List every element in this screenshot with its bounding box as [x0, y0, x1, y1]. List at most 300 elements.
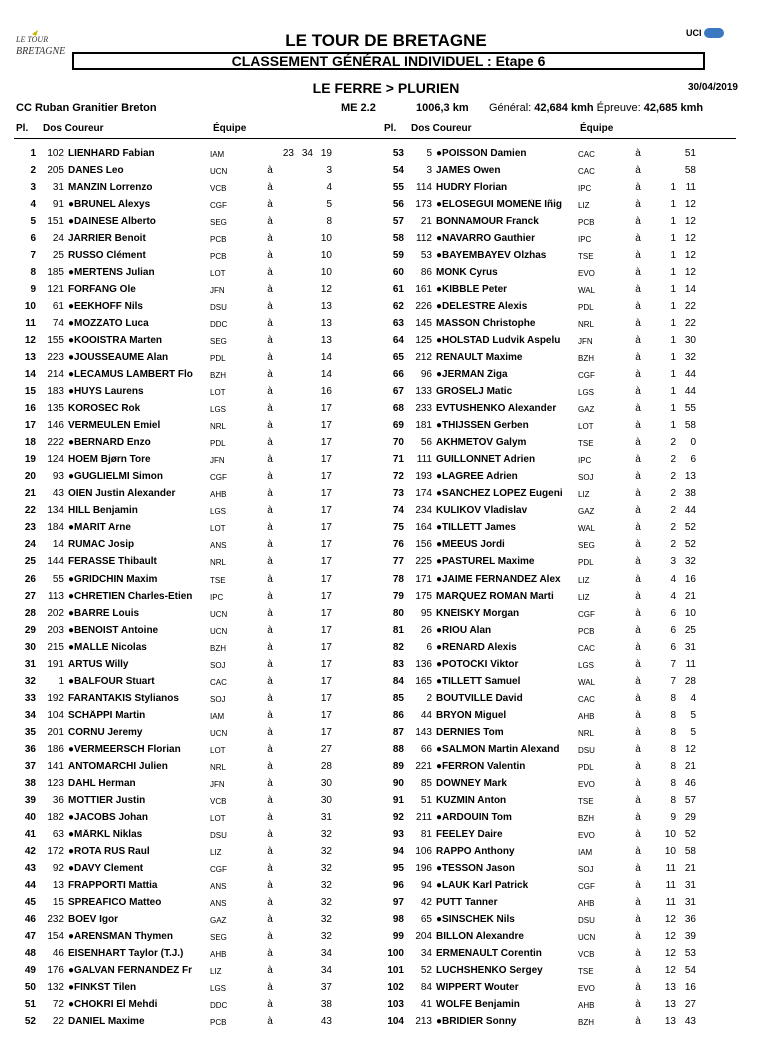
time-gap-marker: à — [267, 437, 273, 449]
rider-name: ●ROTA RUS Raul — [68, 845, 150, 857]
table-row — [382, 894, 742, 911]
team-code: GAZ — [578, 405, 595, 415]
bib-number: 151 — [47, 216, 64, 228]
bib-number: 133 — [415, 386, 432, 398]
table-row — [382, 928, 742, 945]
table-row — [382, 758, 742, 775]
rank: 104 — [387, 1016, 404, 1028]
team-code: SEG — [210, 218, 227, 228]
time-gap-marker: à — [635, 216, 641, 228]
table-row — [14, 417, 374, 434]
team-code: GAZ — [578, 507, 595, 517]
table-row — [382, 366, 742, 383]
rank: 61 — [392, 284, 404, 296]
time-seconds: 44 — [684, 369, 696, 381]
time-minutes: 1 — [670, 267, 676, 279]
svg-text:BRETAGNE: BRETAGNE — [16, 46, 66, 57]
time-gap-marker: à — [635, 590, 641, 602]
rider-name: DAHL Herman — [68, 777, 136, 789]
rank: 23 — [24, 522, 36, 534]
team-code: PCB — [210, 235, 227, 245]
time-gap-marker: à — [267, 522, 273, 534]
table-row — [14, 179, 374, 196]
team-code: AHB — [210, 490, 227, 500]
team-code: LGS — [210, 405, 227, 415]
rider-name: ●PASTUREL Maxime — [436, 556, 535, 568]
time-gap-marker: à — [635, 182, 641, 194]
bib-number: 65 — [420, 913, 432, 925]
time-gap-marker: à — [267, 675, 273, 687]
team-code: GAZ — [210, 915, 227, 925]
time-minutes: 12 — [664, 930, 676, 942]
team-code: LOT — [210, 524, 226, 534]
bib-number: 203 — [47, 624, 64, 636]
time-gap-marker: à — [635, 607, 641, 619]
time-gap-marker: à — [267, 709, 273, 721]
time-gap-marker: à — [267, 913, 273, 925]
time-seconds: 17 — [320, 454, 332, 466]
time-seconds: 34 — [320, 947, 332, 959]
bib-number: 61 — [52, 301, 64, 313]
team-code: SEG — [210, 932, 227, 942]
rider-name: WOLFE Benjamin — [436, 999, 520, 1010]
team-code: CGF — [210, 473, 227, 483]
rank: 12 — [24, 335, 36, 347]
rider-name: ●TESSON Jason — [436, 862, 515, 874]
rank: 97 — [392, 896, 404, 908]
time-minutes: 10 — [664, 828, 676, 840]
bib-number: 181 — [415, 420, 432, 432]
rank: 28 — [24, 607, 36, 619]
table-row — [382, 298, 742, 315]
rank: 48 — [24, 947, 36, 959]
table-row — [14, 775, 374, 792]
rank: 7 — [30, 250, 36, 262]
time-gap-marker: à — [635, 709, 641, 721]
team-code: LIZ — [578, 490, 590, 500]
time-seconds: 17 — [320, 590, 332, 602]
rider-name: ●JERMAN Žiga — [436, 369, 508, 381]
rider-name: ●MALLE Nicolas — [68, 641, 147, 653]
time-minutes: 8 — [670, 777, 676, 789]
bib-number: 211 — [416, 811, 432, 823]
time-seconds: 28 — [684, 675, 696, 687]
bib-number: 93 — [52, 471, 64, 483]
bib-number: 15 — [52, 896, 64, 908]
time-seconds: 32 — [320, 828, 332, 840]
team-code: NRL — [210, 762, 227, 772]
bib-number: 193 — [415, 471, 432, 483]
team-code: NRL — [210, 422, 227, 432]
time-gap-marker: à — [635, 505, 641, 517]
time-gap-marker: à — [635, 828, 641, 840]
rank: 77 — [392, 556, 404, 568]
bib-number: 92 — [52, 862, 64, 874]
rider-name: DOWNEY Mark — [436, 777, 507, 789]
rank: 88 — [392, 743, 404, 755]
rider-name: ●MOZZATO Luca — [68, 318, 149, 330]
rank: 11 — [25, 318, 36, 330]
team-code: EVO — [578, 269, 595, 279]
time-seconds: 11 — [685, 182, 696, 194]
time-minutes: 1 — [670, 301, 676, 313]
bib-number: 183 — [47, 386, 64, 398]
column-header-pl: Pl. — [16, 123, 29, 134]
bib-number: 226 — [415, 301, 432, 313]
time-gap-marker: à — [267, 964, 273, 976]
time-gap-marker: à — [267, 760, 273, 772]
time-seconds: 17 — [320, 607, 332, 619]
time-minutes: 9 — [670, 811, 676, 823]
team-code: TSE — [578, 439, 594, 449]
rider-name: ●KOOISTRA Marten — [68, 335, 163, 347]
table-row — [14, 400, 374, 417]
rank: 93 — [392, 828, 404, 840]
rider-name: ●POISSON Damien — [436, 148, 527, 159]
time-gap-marker: à — [635, 267, 641, 279]
time-gap-marker: à — [267, 743, 273, 755]
rider-name: CORNU Jeremy — [68, 726, 143, 738]
column-header-equipe: Équipe — [213, 123, 247, 134]
bib-number: 112 — [416, 233, 432, 245]
table-row — [382, 860, 742, 877]
team-code: UCN — [578, 932, 596, 942]
time-seconds: 38 — [684, 488, 696, 500]
time-seconds: 5 — [690, 726, 696, 738]
time-seconds: 57 — [684, 794, 696, 806]
time-seconds: 32 — [320, 879, 332, 891]
time-seconds: 31 — [320, 811, 332, 823]
team-code: NRL — [578, 320, 595, 330]
table-row — [14, 383, 374, 400]
table-row — [382, 434, 742, 451]
bib-number: 223 — [47, 352, 64, 364]
table-row — [14, 536, 374, 553]
time-seconds: 32 — [684, 556, 696, 568]
table-row — [14, 707, 374, 724]
rank: 39 — [24, 794, 36, 806]
rider-name: ●VERMEERSCH Florian — [68, 743, 181, 755]
rank: 90 — [392, 777, 404, 789]
time-gap-marker: à — [267, 981, 273, 993]
time-minutes: 10 — [664, 845, 676, 857]
bib-number: 175 — [415, 590, 432, 602]
bib-number: 5 — [426, 148, 432, 159]
table-row — [382, 809, 742, 826]
bib-number: 41 — [420, 999, 432, 1010]
rank: 4 — [30, 199, 36, 211]
team-code: EVO — [578, 830, 595, 840]
rank: 32 — [24, 675, 36, 687]
time-gap-marker: à — [635, 165, 641, 177]
bib-number: 125 — [415, 335, 432, 347]
table-row — [14, 196, 374, 213]
table-row — [14, 332, 374, 349]
team-code: VCB — [210, 796, 227, 806]
time-minutes: 8 — [670, 692, 676, 704]
time-gap-marker: à — [635, 250, 641, 262]
rank: 85 — [392, 692, 404, 704]
team-code: CGF — [210, 864, 227, 874]
time-gap-marker: à — [267, 1016, 273, 1028]
time-gap-marker: à — [267, 471, 273, 483]
time-seconds: 17 — [320, 573, 332, 585]
team-code: LGS — [578, 660, 595, 670]
bib-number: 22 — [52, 1016, 64, 1028]
bib-number: 182 — [47, 811, 64, 823]
time-minutes: 6 — [670, 641, 676, 653]
bib-number: 173 — [415, 199, 432, 211]
rank: 31 — [24, 658, 36, 670]
rank: 9 — [30, 284, 36, 296]
table-row — [382, 553, 742, 570]
time-seconds: 10 — [320, 233, 332, 245]
time-seconds: 30 — [320, 777, 332, 789]
bib-number: 171 — [415, 573, 432, 585]
time-seconds: 31 — [684, 879, 696, 891]
rider-name: ●LECAMUS LAMBERT Flo — [68, 369, 193, 381]
time-gap-marker: à — [267, 777, 273, 789]
rider-name: BOEV Igor — [68, 913, 119, 925]
rider-name: KNEISKY Morgan — [436, 607, 520, 619]
team-code: UCN — [210, 609, 228, 619]
time-gap-marker: à — [635, 862, 641, 874]
table-row — [382, 605, 742, 622]
table-row — [382, 707, 742, 724]
team-code: LIZ — [578, 201, 590, 211]
time-seconds: 37 — [320, 981, 332, 993]
table-row — [382, 622, 742, 639]
team-code: AHB — [578, 711, 595, 721]
rider-name: OIEN Justin Alexander — [68, 488, 176, 500]
table-row — [382, 213, 742, 230]
rank: 3 — [30, 182, 36, 194]
bib-number: 214 — [47, 369, 64, 381]
time-gap-marker: à — [635, 556, 641, 568]
rank: 63 — [392, 318, 404, 330]
time-gap-marker: à — [635, 879, 641, 891]
table-row — [382, 468, 742, 485]
time-gap-marker: à — [267, 726, 273, 738]
rank: 45 — [24, 896, 36, 908]
rank: 101 — [387, 964, 404, 976]
team-code: LIZ — [210, 847, 222, 857]
rider-name: ●BRIDIER Sonny — [436, 1016, 517, 1028]
team-code: ANS — [210, 541, 227, 551]
team-code: DDC — [210, 1001, 228, 1010]
time-minutes: 11 — [665, 862, 676, 874]
rank: 15 — [24, 386, 36, 398]
bib-number: 25 — [52, 250, 64, 262]
table-row — [14, 247, 374, 264]
table-row — [14, 979, 374, 996]
time-gap-marker: à — [267, 284, 273, 296]
time-minutes: 2 — [670, 471, 676, 483]
bib-number: 146 — [47, 420, 64, 432]
bib-number: 52 — [420, 964, 432, 976]
rider-name: MONK Cyrus — [436, 267, 498, 279]
bib-number: 174 — [415, 488, 432, 500]
time-gap-marker: à — [267, 692, 273, 704]
table-row — [14, 639, 374, 656]
time-seconds: 12 — [320, 284, 332, 296]
rank: 43 — [24, 862, 36, 874]
average-speeds: Général: 42,684 kmh Épreuve: 42,685 kmh — [489, 102, 704, 114]
table-row — [382, 451, 742, 468]
time-gap-marker: à — [635, 471, 641, 483]
team-code: LOT — [210, 388, 226, 398]
table-row — [14, 911, 374, 928]
rider-name: ●CHRETIEN Charles-Etien — [68, 590, 193, 602]
team-code: IPC — [210, 592, 224, 602]
rider-name: ●FINKŠT Tilen — [68, 981, 137, 993]
rank: 33 — [24, 692, 36, 704]
time-seconds: 55 — [684, 403, 696, 415]
time-seconds: 12 — [684, 250, 696, 262]
time-gap-marker: à — [267, 539, 273, 551]
time-seconds: 32 — [320, 930, 332, 942]
table-row — [14, 451, 374, 468]
rank: 49 — [24, 964, 36, 976]
rider-name: ●ARENSMAN Thymen — [68, 930, 173, 942]
rank: 1 — [30, 148, 36, 159]
rank: 41 — [24, 828, 36, 840]
rider-name: ●MEEUS Jordi — [436, 539, 505, 551]
table-row — [14, 741, 374, 758]
time-seconds: 52 — [684, 522, 696, 534]
bib-number: 114 — [416, 182, 432, 194]
rider-name: GROŠELJ Matic — [436, 386, 513, 398]
bib-number: 123 — [47, 777, 64, 789]
time-gap-marker: à — [267, 896, 273, 908]
team-code: UCN — [210, 728, 228, 738]
time-seconds: 17 — [320, 556, 332, 568]
time-minutes: 34 — [301, 148, 313, 159]
time-seconds: 12 — [684, 199, 696, 211]
rider-name: ●THIJSSEN Gerben — [436, 420, 529, 432]
bib-number: 34 — [420, 947, 432, 959]
rider-name: ●GUGLIELMI Simon — [68, 471, 163, 483]
table-row — [382, 962, 742, 979]
team-code: BZH — [210, 371, 226, 381]
table-row — [382, 332, 742, 349]
time-gap-marker: à — [635, 896, 641, 908]
time-minutes: 12 — [664, 947, 676, 959]
rider-name: ●BENOIST Antoine — [68, 624, 159, 636]
time-seconds: 17 — [320, 437, 332, 449]
team-code: SEG — [210, 337, 227, 347]
time-gap-marker: à — [267, 607, 273, 619]
rank: 91 — [392, 794, 404, 806]
table-row — [382, 230, 742, 247]
rider-name: ●NAVARRO Gauthier — [436, 233, 536, 245]
time-seconds: 17 — [320, 675, 332, 687]
bib-number: 106 — [415, 845, 432, 857]
rider-name: ●DAVY Clement — [68, 862, 144, 874]
team-code: IAM — [210, 711, 225, 721]
rider-name: KULIKOV Vladislav — [436, 505, 528, 517]
rider-name: FARANTAKIS Stylianos — [68, 692, 179, 704]
time-seconds: 22 — [684, 318, 696, 330]
table-row — [382, 911, 742, 928]
bib-number: 232 — [47, 913, 64, 925]
bib-number: 144 — [47, 556, 64, 568]
time-seconds: 29 — [684, 811, 696, 823]
time-gap-marker: à — [267, 352, 273, 364]
team-code: IPC — [578, 235, 592, 245]
table-row — [14, 264, 374, 281]
race-category: ME 2.2 — [341, 102, 376, 114]
table-row — [14, 996, 374, 1013]
rank: 65 — [392, 352, 404, 364]
table-row — [14, 843, 374, 860]
rank: 66 — [392, 369, 404, 381]
bib-number: 24 — [52, 233, 64, 245]
table-row — [14, 502, 374, 519]
bib-number: 121 — [47, 284, 64, 296]
time-minutes: 1 — [670, 250, 676, 262]
bib-number: 124 — [47, 454, 64, 466]
rank: 87 — [392, 726, 404, 738]
time-minutes: 6 — [670, 607, 676, 619]
rider-name: SPREAFICO Matteo — [68, 896, 162, 908]
time-gap-marker: à — [635, 454, 641, 466]
time-minutes: 8 — [670, 743, 676, 755]
rank: 50 — [24, 981, 36, 993]
time-gap-marker: à — [267, 658, 273, 670]
rider-name: KUZMIN Anton — [436, 794, 507, 806]
time-minutes: 1 — [670, 403, 676, 415]
team-code: BZH — [210, 643, 226, 653]
table-row — [382, 690, 742, 707]
rider-name: HOEM Bjørn Tore — [68, 454, 151, 466]
bib-number: 43 — [52, 488, 64, 500]
rider-name: EVTUSHENKO Alexander — [436, 403, 557, 415]
time-gap-marker: à — [635, 913, 641, 925]
team-code: PCB — [210, 1018, 227, 1028]
time-seconds: 43 — [684, 1016, 696, 1028]
bib-number: 154 — [47, 930, 64, 942]
time-minutes: 11 — [665, 879, 676, 891]
table-row — [382, 588, 742, 605]
bib-number: 6 — [426, 641, 432, 653]
bib-number: 42 — [420, 896, 432, 908]
rider-name: MASSON Christophe — [436, 318, 536, 330]
rider-name: ●MARIT Arne — [68, 522, 131, 534]
bib-number: 215 — [47, 641, 64, 653]
rider-name: ●CHOKRI El Mehdi — [68, 999, 158, 1010]
rank: 56 — [392, 199, 404, 211]
table-row — [382, 996, 742, 1013]
time-seconds: 5 — [326, 199, 332, 211]
table-row — [382, 656, 742, 673]
time-seconds: 17 — [320, 709, 332, 721]
rank: 92 — [392, 811, 404, 823]
time-minutes: 8 — [670, 709, 676, 721]
rank: 67 — [392, 386, 404, 398]
bib-number: 91 — [52, 199, 64, 211]
team-code: LGS — [210, 507, 227, 517]
time-gap-marker: à — [635, 964, 641, 976]
time-gap-marker: à — [267, 233, 273, 245]
time-minutes: 8 — [670, 726, 676, 738]
rank: 70 — [392, 437, 404, 449]
time-seconds: 6 — [690, 454, 696, 466]
rider-name: ●DAINESE Alberto — [68, 216, 156, 228]
rank: 52 — [24, 1016, 36, 1028]
time-gap-marker: à — [635, 386, 641, 398]
time-seconds: 17 — [320, 692, 332, 704]
